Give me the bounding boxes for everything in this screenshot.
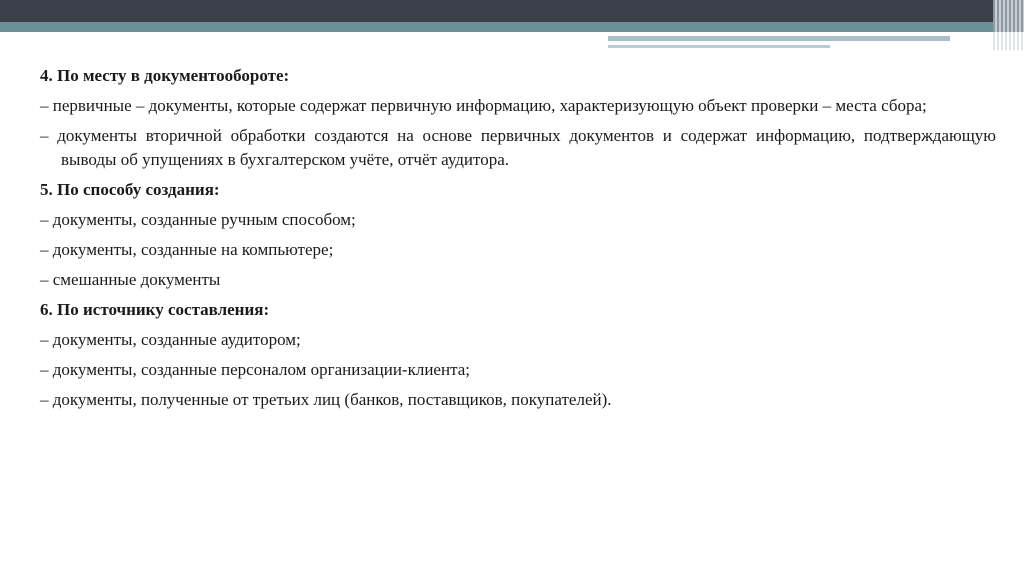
list-item: – документы, созданные персоналом организации-клиента; — [40, 360, 470, 379]
decorative-line — [608, 36, 950, 41]
slide-accent-band — [0, 22, 1024, 32]
section-heading: 6. По источнику составления: — [40, 300, 270, 319]
list-item: – документы, созданные ручным способом; — [40, 210, 356, 229]
decorative-stripes — [993, 0, 1024, 32]
list-item: – документы, созданные на компьютере; — [40, 240, 334, 259]
list-item: – первичные – документы, которые содержат первичную информацию, характеризующую объект проверки – места сбора; — [40, 96, 927, 115]
list-item: – смешанные документы — [40, 270, 221, 289]
list-item: – документы, созданные аудитором; — [40, 330, 301, 349]
decorative-line — [608, 45, 830, 48]
section-heading: 4. По месту в документообороте: — [40, 66, 290, 85]
slide-top-bar — [0, 0, 1024, 22]
list-item: – документы вторичной обработки создаются на основе первичных документов и содержат информацию, подтверждающую выводы об упущениях в бухгалтерском учёте, отчёт аудитора. — [40, 126, 996, 169]
list-item: – документы, полученные от третьих лиц (банков, поставщиков, покупателей). — [40, 390, 612, 409]
slide-body — [40, 64, 996, 418]
section-heading: 5. По способу создания: — [40, 180, 220, 199]
